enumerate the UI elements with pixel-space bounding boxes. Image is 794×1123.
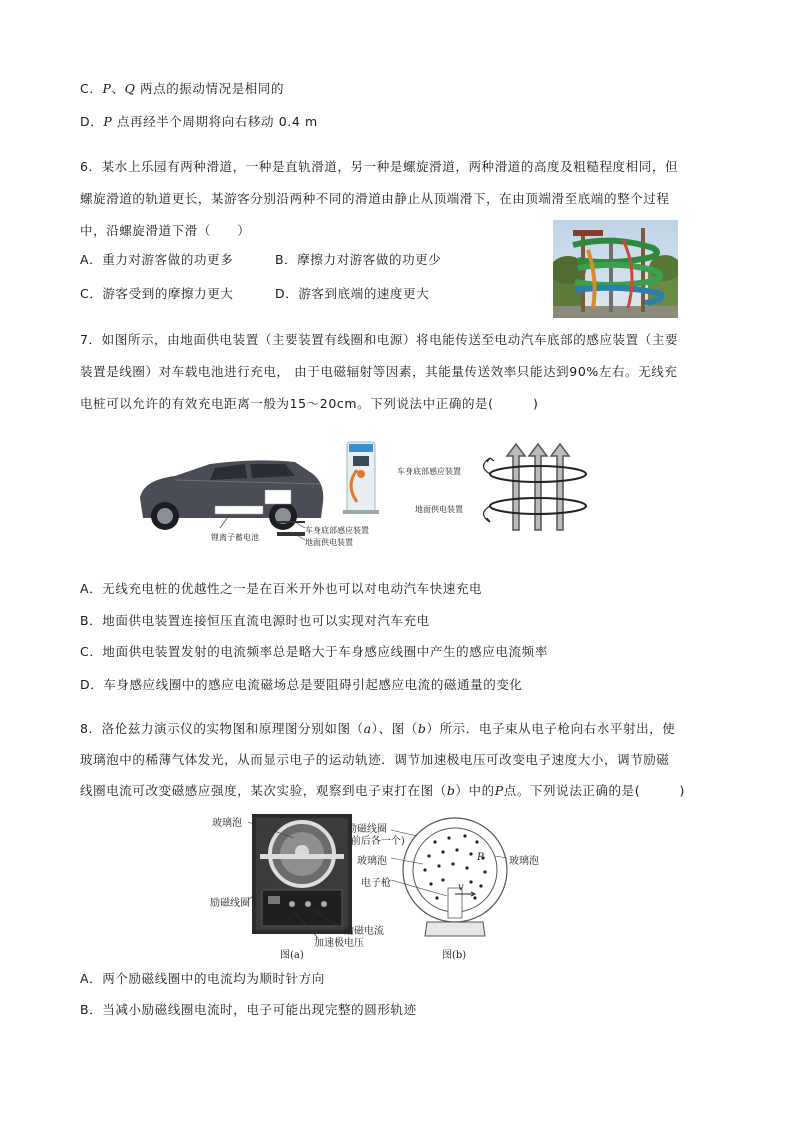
label-velocity-v: v	[458, 882, 464, 893]
q8-option-a: A．两个励磁线圈中的电流均为顺时针方向	[80, 971, 325, 986]
coil-field-diagram	[484, 444, 587, 530]
q8-stem-line2: 玻璃泡中的稀薄气体发光，从而显示电子的运动轨迹．调节加速极电压可改变电子速度大小，调节励磁	[80, 752, 670, 767]
label-car-device: 车身底部感应装置	[305, 526, 369, 535]
label-coil-b-note: (前后各一个)	[347, 836, 405, 847]
q8-stem-line1: 8．洛伦兹力演示仪的实物图和原理图分别如图（a）、图（b）所示．电子束从电子枪向右水平射出，使	[80, 721, 676, 736]
q7-option-b: B．地面供电装置连接恒压直流电源时也可以实现对汽车充电	[80, 613, 430, 628]
label-point-p: P	[477, 852, 484, 863]
q7-option-a: A．无线充电桩的优越性之一是在百米开外也可以对电动汽车快速充电	[80, 581, 483, 596]
q6-stem-line1: 6．某水上乐园有两种滑道，一种是直轨滑道，另一种是螺旋滑道，两种滑道的高度及粗糙程度相同，但	[80, 159, 679, 174]
water-slide-photo	[553, 220, 678, 318]
q7-stem-line3: 电桩可以允许的有效充电距离一般为15～20cm。下列说法中正确的是( )	[80, 396, 539, 411]
label-coil-a: 励磁线圈	[210, 898, 250, 909]
q6-stem-line3: 中，沿螺旋滑道下滑（ ）	[80, 223, 251, 238]
q8-stem-line3: 线圈电流可改变磁感应强度，某次实验，观察到电子束打在图（b）中的P点。下列说法正确的是( )	[80, 783, 686, 798]
caption-b: 图(b)	[442, 950, 467, 961]
label-bulb-a: 玻璃泡	[212, 818, 242, 829]
label-voltage: 加速极电压	[314, 938, 364, 949]
label-current: 励磁电流	[344, 926, 384, 937]
q6-option-d: D．游客到底端的速度更大	[275, 286, 430, 301]
q6-option-c: C．游客受到的摩擦力更大	[80, 286, 234, 301]
q7-figure	[135, 440, 605, 552]
label-bulb-right: 玻璃泡	[509, 856, 539, 867]
q8-option-b: B．当减小励磁线圈电流时，电子可能出现完整的圆形轨迹	[80, 1002, 417, 1017]
q8-figure-b	[345, 812, 565, 961]
q6-stem-line2: 螺旋滑道的轨道更长，某游客分别沿两种不同的滑道由静止从顶端滑下，在由顶端滑至底端的整个过程	[80, 191, 670, 206]
q6-option-b: B．摩擦力对游客做的功更少	[275, 252, 442, 267]
label-coil-b: 励磁线圈	[347, 824, 387, 835]
q7-stem-line2: 装置是线圈）对车载电池进行充电， 由于电磁辐射等因素，其能量传送效率只能达到90%左右。无线充	[80, 364, 678, 379]
q6-option-a: A．重力对游客做的功更多	[80, 252, 234, 267]
q7-option-c: C．地面供电装置发射的电流频率总是略大于车身感应线圈中产生的感应电流频率	[80, 644, 548, 659]
label-diagram-top: 车身底部感应装置	[397, 467, 461, 476]
label-bulb-b: 玻璃泡	[357, 856, 387, 867]
label-ground-device: 地面供电装置	[305, 538, 353, 547]
q7-stem-line1: 7．如图所示，由地面供电装置（主要装置有线圈和电源）将电能传送至电动汽车底部的感应装置（主要	[80, 332, 679, 347]
q7-option-d: D．车身感应线圈中的感应电流磁场总是要阻碍引起感应电流的磁通量的变化	[80, 677, 523, 692]
q5-option-c: C．P、Q 两点的振动情况是相同的	[80, 81, 285, 96]
q5-option-d: D．P 点再经半个周期将向右移动 0.4 m	[80, 114, 318, 129]
label-battery: 锂离子蓄电池	[211, 533, 259, 542]
charging-pile-illustration	[343, 442, 379, 514]
caption-a: 图(a)	[280, 950, 304, 961]
label-gun: 电子枪	[361, 878, 391, 889]
label-diagram-bottom: 地面供电装置	[415, 505, 463, 514]
electric-car-illustration	[140, 460, 323, 540]
